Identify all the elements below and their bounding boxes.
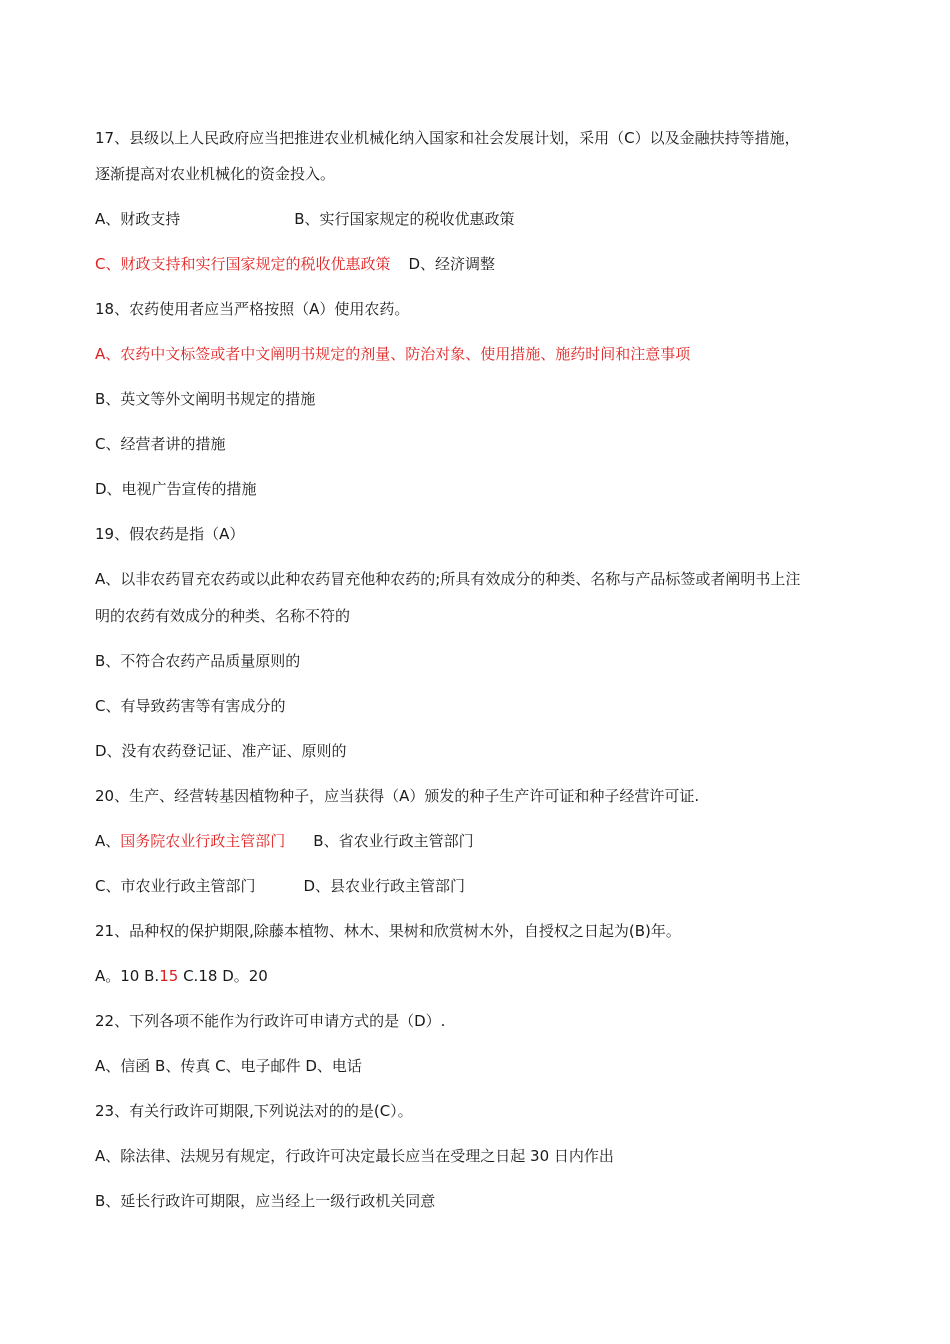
q19-option-a-line-1: A、以非农药冒充农药或以此种农药冒充他种农药的;所具有效成分的种类、名称与产品标签或者阐明书上注 xyxy=(95,570,801,588)
q20-option-a-prefix: A、 xyxy=(95,832,121,850)
q18-option-b: B、英文等外文阐明书规定的措施 xyxy=(95,390,316,408)
q23-option-b: B、延长行政许可期限，应当经上一级行政机关同意 xyxy=(95,1192,436,1210)
q17-options-ab xyxy=(95,209,515,229)
q21-option-b-prefix: B. xyxy=(144,967,160,985)
q19-option-d: D、没有农药登记证、准产证、原则的 xyxy=(95,742,347,760)
q19-option-b: B、不符合农药产品质量原则的 xyxy=(95,652,301,670)
q20-options-cd xyxy=(95,876,465,896)
q20-option-a-answer: 国务院农业行政主管部门 xyxy=(120,832,286,850)
q17-options-cd xyxy=(95,254,495,274)
q23-stem: 23、有关行政许可期限,下列说法对的的是(C）。 xyxy=(95,1102,413,1120)
q17-stem-line-1: 17、县级以上人民政府应当把推进农业机械化纳入国家和社会发展计划，采用（C）以及金融扶持等措施， xyxy=(95,129,800,147)
q22-stem: 22、下列各项不能作为行政许可申请方式的是（D）. xyxy=(95,1012,446,1030)
q17-option-b: B、实行国家规定的税收优惠政策 xyxy=(294,210,515,228)
q21-stem: 21、品种权的保护期限,除藤本植物、林木、果树和欣赏树木外，自授权之日起为(B)年。 xyxy=(95,922,681,940)
q20-option-d: D、县农业行政主管部门 xyxy=(303,877,466,895)
q20-option-b: B、省农业行政主管部门 xyxy=(313,832,474,850)
q21-option-d: D。20 xyxy=(222,967,268,985)
q22-options: A、信函 B、传真 C、电子邮件 D、电话 xyxy=(95,1057,362,1075)
q20-stem: 20、生产、经营转基因植物种子，应当获得（A）颁发的种子生产许可证和种子经营许可证. xyxy=(95,787,700,805)
q17-option-a: A、财政支持 xyxy=(95,210,181,228)
q19-stem: 19、假农药是指（A） xyxy=(95,525,245,543)
q19-option-a-line-2: 明的农药有效成分的种类、名称不符的 xyxy=(95,607,351,625)
q17-option-c-answer: C、财政支持和实行国家规定的税收优惠政策 xyxy=(95,255,391,273)
q21-option-a: A。10 xyxy=(95,967,140,985)
q18-option-a-answer: A、农药中文标签或者中文阐明书规定的剂量、防治对象、使用措施、施药时间和注意事项 xyxy=(95,345,691,363)
q23-option-a: A、除法律、法规另有规定，行政许可决定最长应当在受理之日起 30 日内作出 xyxy=(95,1147,614,1165)
q21-options xyxy=(95,966,268,986)
q18-option-c: C、经营者讲的措施 xyxy=(95,435,226,453)
q17-stem-line-2: 逐渐提高对农业机械化的资金投入。 xyxy=(95,165,336,183)
q18-stem: 18、农药使用者应当严格按照（A）使用农药。 xyxy=(95,300,410,318)
q18-option-d: D、电视广告宣传的措施 xyxy=(95,480,257,498)
q19-option-c: C、有导致药害等有害成分的 xyxy=(95,697,286,715)
q17-option-d: D、经济调整 xyxy=(408,255,496,273)
q21-option-c: C.18 xyxy=(183,967,218,985)
q20-option-c: C、市农业行政主管部门 xyxy=(95,877,256,895)
q20-options-ab xyxy=(95,831,474,851)
q21-option-b-answer: 15 xyxy=(159,967,179,985)
